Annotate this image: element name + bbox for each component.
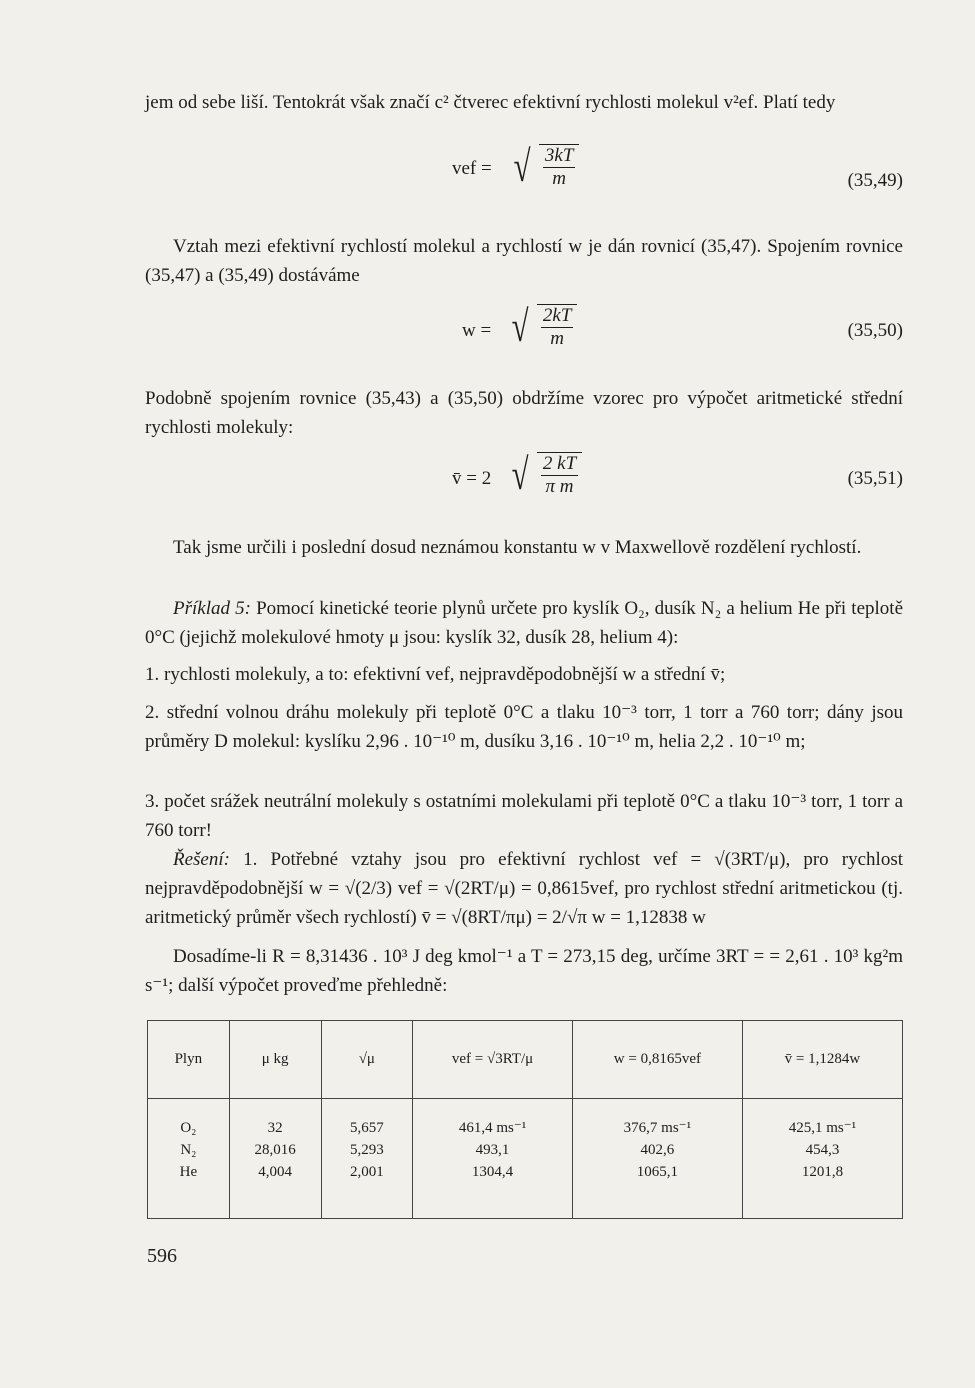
example-5	[145, 594, 903, 652]
paragraph-4: Tak jsme určili i poslední dosud neznámou konstantu w v Maxwellově rozdělení rychlostí.	[173, 537, 862, 558]
eq1-fraction	[539, 144, 580, 190]
paragraph-2: Vztah mezi efektivní rychlostí molekul a rychlostí w je dán rovnicí (35,47). Spojením rovnice (35,47) a (35,49) dostáváme	[145, 236, 903, 286]
cell-sqrt-mu: 5,657 5,293 2,001	[321, 1099, 413, 1219]
eq2-sqrt	[508, 304, 577, 350]
eq3-numerator: 2 kT	[542, 453, 577, 474]
equation-35-49	[0, 142, 975, 210]
item-3: 3. počet srážek neutrální molekuly s ostatními molekulami při teplotě 0°C a tlaku 10⁻³ torr, 1 torr a 760 torr!	[145, 791, 903, 841]
header-vef: vef = √3RT/μ	[413, 1021, 573, 1099]
eq1-lhs: vef =	[452, 158, 492, 179]
eq2-tag: (35,50)	[847, 320, 903, 341]
header-plyn: Plyn	[148, 1021, 230, 1099]
equation-35-50	[0, 300, 975, 360]
eq2-fraction	[537, 304, 578, 350]
eq2-lhs: w =	[462, 320, 492, 341]
example-text: Pomocí kinetické teorie plynů určete pro kyslík O₂, dusík N₂ a helium He při teplotě 0°C (jejichž molekulové hmoty μ jsou: kyslík 32, dusík 28, helium 4):	[145, 598, 904, 648]
eq1-numerator: 3kT	[544, 145, 574, 166]
solution-label: Řešení:	[173, 849, 230, 870]
sqrt-icon: √	[513, 142, 531, 191]
table-header-row	[148, 1021, 903, 1099]
eq2-denominator: m	[550, 328, 565, 349]
sqrt-icon: √	[511, 450, 529, 499]
paragraph-1: jem od sebe liší. Tentokrát však značí c² čtverec efektivní rychlosti molekul v²ef. Platí tedy	[145, 92, 836, 113]
eq3-denominator: π m	[545, 476, 574, 497]
cell-plyn: O₂ N₂ He	[148, 1099, 230, 1219]
eq2-numerator: 2kT	[542, 305, 572, 326]
header-vbar: v̄ = 1,1284w	[742, 1021, 902, 1099]
paragraph-3: Podobně spojením rovnice (35,43) a (35,50) obdržíme vzorec pro výpočet aritmetické střední rychlosti molekuly:	[145, 388, 903, 438]
solution	[145, 845, 903, 932]
item-2: 2. střední volnou dráhu molekuly při teplotě 0°C a tlaku 10⁻³ torr, 1 torr a 760 torr; dány jsou průměry D molekul: kyslíku 2,96 . 10⁻¹⁰ m, dusíku 3,16 . 10⁻¹⁰ m, helia 2,2 . 10⁻¹⁰ m;	[145, 702, 903, 752]
header-mu: μ kg	[229, 1021, 321, 1099]
solution-text: 1. Potřebné vztahy jsou pro efektivní rychlost vef = √(3RT/μ), pro rychlost nejpravděpodobnější w = √(2/3) vef = √(2RT/μ) = 0,8615vef, pro rychlost střední aritmetickou (tj. aritmetický průměr všech rychlostí) v̄ = √(8RT/πμ) = 2/√π w = 1,12838 w	[145, 849, 903, 928]
eq3-sqrt	[508, 452, 582, 498]
eq3-fraction	[537, 452, 582, 498]
example-label: Příklad 5:	[173, 598, 251, 619]
cell-vef: 461,4 ms⁻¹ 493,1 1304,4	[413, 1099, 573, 1219]
results-table	[147, 1020, 903, 1219]
eq1-sqrt	[510, 144, 579, 190]
eq3-tag: (35,51)	[847, 468, 903, 489]
item-1: 1. rychlosti molekuly, a to: efektivní vef, nejpravděpodobnější w a střední v̄;	[145, 664, 726, 685]
solution-continued: Dosadíme-li R = 8,31436 . 10³ J deg kmol⁻¹ a T = 273,15 deg, určíme 3RT = = 2,61 . 10³ kg²m s⁻¹; další výpočet proveďme přehledně:	[145, 946, 903, 996]
header-sqrt-mu: √μ	[321, 1021, 413, 1099]
eq1-tag: (35,49)	[847, 170, 903, 191]
sqrt-icon: √	[511, 302, 529, 351]
header-w: w = 0,8165vef	[572, 1021, 742, 1099]
page-number: 596	[147, 1245, 177, 1267]
cell-mu: 32 28,016 4,004	[229, 1099, 321, 1219]
cell-vbar: 425,1 ms⁻¹ 454,3 1201,8	[742, 1099, 902, 1219]
eq1-denominator: m	[552, 168, 567, 189]
eq3-lhs: v̄ = 2	[452, 468, 492, 489]
table-row	[148, 1099, 903, 1219]
cell-w: 376,7 ms⁻¹ 402,6 1065,1	[572, 1099, 742, 1219]
equation-35-51	[0, 450, 975, 510]
